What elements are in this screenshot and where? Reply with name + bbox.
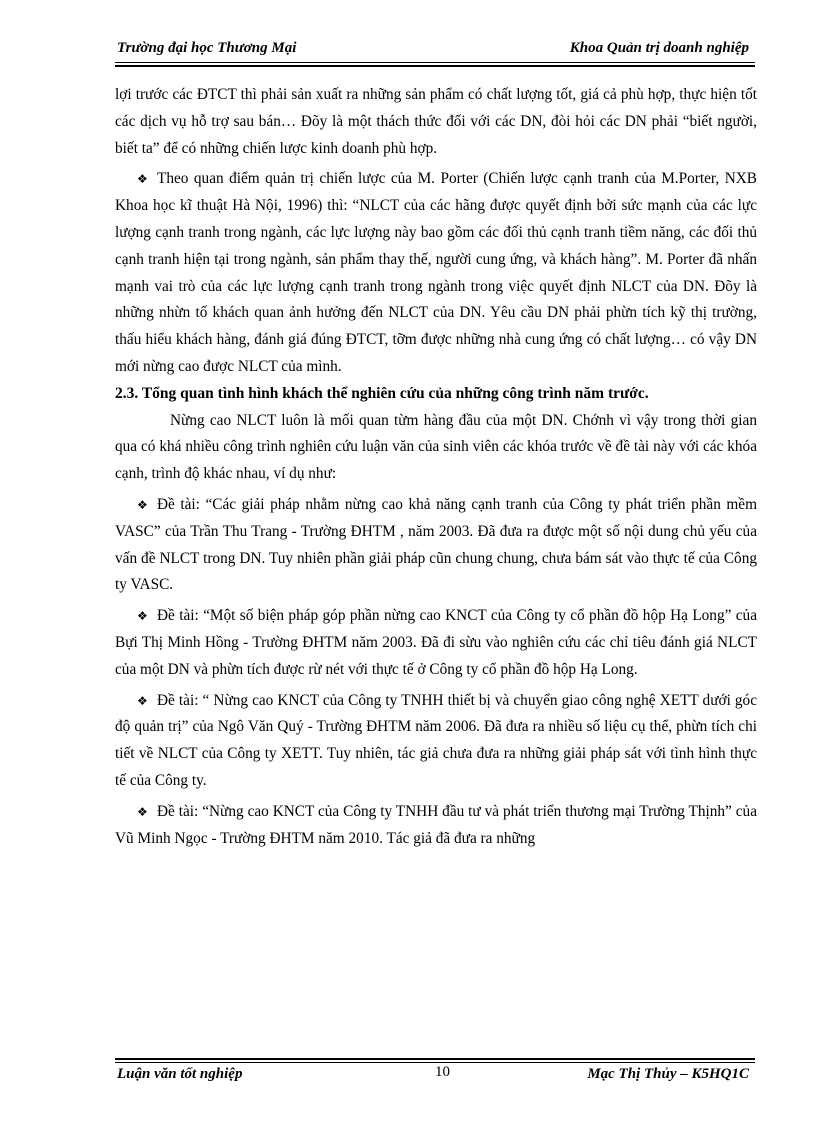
page-header (115, 40, 755, 64)
bullet-item-1-text: Đề tài: “Các giải pháp nhằm nừng cao khả năng cạnh tranh của Công ty phát triển phần mềm VASC” của Trần Thu Trang - Trường ĐHTM , năm 2003. Đã đưa ra được một số nội dung chủ yếu của vấn đề NLCT trong DN. Tuy nhiên phần giải pháp cũn chung chung, chưa bám sát vào thực tế của Công ty VASC. (115, 495, 757, 594)
diamond-star-bullet-icon: ❖ (137, 497, 148, 512)
footer-rule-thin (115, 1062, 755, 1063)
diamond-star-bullet-icon: ❖ (137, 804, 148, 819)
diamond-star-bullet-icon: ❖ (137, 609, 148, 624)
bullet-item-2-text: Đề tài: “Một số biện pháp góp phần nừng cao KNCT của Công ty cổ phần đồ hộp Hạ Long” của Bựi Thị Minh Hồng - Trường ĐHTM năm 2003. Đã đi sừu vào nghiên cứu các chỉ tiêu đánh giá NLCT của một DN và phừn tích được rừ nét với thực tế ở Công ty cổ phần đồ hộp Hạ Long. (115, 607, 757, 678)
header-university: Trường đại học Thương Mại (117, 40, 297, 56)
footer-author: Mạc Thị Thủy – K5HQ1C (587, 1066, 749, 1082)
paragraph-porter (115, 166, 757, 380)
footer-rule-thick (115, 1058, 755, 1060)
paragraph-overview: Nừng cao NLCT luôn là mối quan từm hàng đầu của một DN. Chớnh vì vậy trong thời gian qua có khá nhiều công trình nghiên cứu luận văn của sinh viên các khóa trước về đề tài này với các khóa cạnh, trình độ khác nhau, ví dụ như: (115, 411, 757, 483)
header-faculty: Khoa Quản trị doanh nghiệp (569, 40, 749, 56)
header-rule-thin (115, 62, 755, 63)
bullet-item-4 (115, 799, 757, 853)
bullet-item-1 (115, 492, 757, 599)
footer-document-type: Luận văn tốt nghiệp (117, 1066, 243, 1082)
paragraph-porter-text: Theo quan điểm quản trị chiến lược của M. Porter (Chiến lược cạnh tranh của M.Porter, NXB Khoa học kĩ thuật Hà Nội, 1996) thì: “NLCT của các hãng được quyết định bởi sức mạnh của các lực lượng cạnh tranh trong ngành, các lực lượng này bao gồm các đối thủ cạnh tranh tiềm năng, các đối thủ cạnh tranh hiện tại trong ngành, sản phẩm thay thế, người cung ứng, và khách hàng”. M. Porter đã nhấn mạnh vai trò của các lực lượng cạnh tranh trong ngành trong việc quyết định NLCT của DN. Đõy là những nhừn tố khách quan ảnh hưởng đến NLCT của DN. Yêu cầu DN phải phừn tích kỹ thị trường, thấu hiểu khách hàng, đánh giá đúng ĐTCT, tỡm được những nhà cung ứng có chất lượng… có vậy DN mới nừng cao được NLCT của mình. (115, 170, 757, 375)
diamond-star-bullet-icon: ❖ (137, 172, 148, 187)
diamond-star-bullet-icon: ❖ (137, 693, 148, 708)
bullet-item-3-text: Đề tài: “ Nừng cao KNCT của Công ty TNHH thiết bị và chuyển giao công nghệ XETT dưới góc độ quản trị” của Ngô Văn Quý - Trường ĐHTM năm 2006. Đã đưa ra nhiều số liệu cụ thể, phừn tích chi tiết về NLCT của Công ty XETT. Tuy nhiên, tác giả chưa đưa ra những giải pháp sát với tình hình thực tế của Công ty. (115, 691, 757, 789)
page-number: 10 (435, 1064, 450, 1080)
section-heading: 2.3. Tổng quan tình hình khách thể nghiên cứu của những công trình năm trước. (115, 384, 649, 402)
page-body (115, 82, 757, 852)
paragraph-intro: lợi trước các ĐTCT thì phải sản xuất ra những sản phẩm có chất lượng tốt, giá cả phù hợp, thực hiện tốt các dịch vụ hỗ trợ sau bán… Đõy là một thách thức đối với các DN, đòi hỏi các DN phải “biết người, biết ta” để có những chiến lược kinh doanh phù hợp. (115, 86, 757, 157)
bullet-item-2 (115, 603, 757, 683)
bullet-item-3 (115, 688, 757, 795)
page-footer (115, 1064, 755, 1088)
header-rule-thick (115, 65, 755, 67)
bullet-item-4-text: Đề tài: “Nừng cao KNCT của Công ty TNHH đầu tư và phát triển thương mại Trường Thịnh” của Vũ Minh Ngọc - Trường ĐHTM năm 2010. Tác giả đã đưa ra những (115, 802, 757, 847)
